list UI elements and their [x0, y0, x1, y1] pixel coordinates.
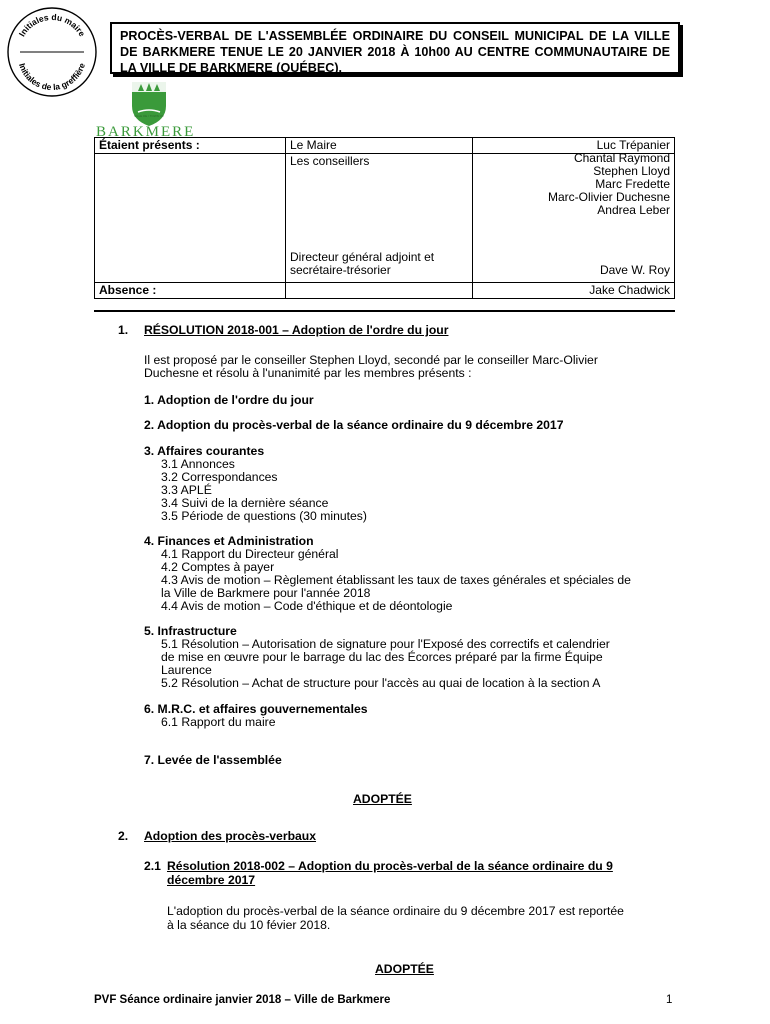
logo-name: BARKMERE [96, 124, 196, 138]
initials-stamp [6, 6, 98, 98]
section1-number: 1. [118, 323, 129, 337]
agenda-item: 2. Adoption du procès-verbal de la séance ordinaire du 9 décembre 2017 [144, 418, 564, 432]
section2-heading: Adoption des procès-verbaux [144, 829, 317, 843]
agenda-subitem: 3.2 Correspondances [161, 470, 278, 484]
subsection-heading-2: décembre 2017 [167, 873, 256, 887]
agenda-subitem: 4.1 Rapport du Directeur général [161, 547, 339, 561]
agenda-subitem: 3.3 APLÉ [161, 483, 212, 497]
attendance-table [94, 137, 675, 299]
councillor-name: Marc Fredette [595, 177, 670, 191]
absence-label: Absence : [95, 283, 286, 299]
present-label: Étaient présents : [95, 138, 286, 154]
agenda-item: 4. Finances et Administration [144, 534, 314, 548]
divider [94, 310, 675, 312]
councillor-name: Andrea Leber [597, 203, 670, 217]
table-row [95, 283, 675, 299]
councillor-name: Chantal Raymond [573, 151, 670, 165]
mayor-name: Luc Trépanier [596, 138, 670, 152]
subsection-heading-1: Résolution 2018-002 – Adoption du procès-verbal de la séance ordinaire du 9 [167, 859, 613, 873]
adopted-label: ADOPTÉE [375, 962, 434, 976]
agenda-subitem: 3.5 Période de questions (30 minutes) [161, 509, 367, 523]
agenda-subitem: Laurence [161, 663, 212, 677]
agenda-subitem: de mise en œuvre pour le barrage du lac des Écorces préparé par la firme Équipe [161, 650, 603, 664]
footer-text: PVF Séance ordinaire janvier 2018 – Ville de Barkmere [94, 994, 391, 1006]
agenda-subitem: 3.4 Suivi de la dernière séance [161, 496, 329, 510]
page-number: 1 [666, 994, 673, 1006]
agenda-subitem: 4.4 Avis de motion – Code d'éthique et de déontologie [161, 599, 453, 613]
svg-text:Initiales de la greffière [17, 62, 87, 93]
agenda-subitem: 4.2 Comptes à payer [161, 560, 275, 574]
intro-line-2: Duchesne et résolu à l'unanimité par les membres présents : [144, 366, 472, 380]
dg-label-2: secrétaire-trésorier [290, 263, 391, 277]
table-row [95, 154, 675, 283]
logo-small-text: VILLE DE / TOWN OF [134, 114, 164, 118]
dg-label-1: Directeur général adjoint et [290, 250, 435, 264]
section2-number: 2. [118, 829, 129, 843]
subsection-number: 2.1 [144, 859, 161, 873]
agenda-subitem: 6.1 Rapport du maire [161, 715, 276, 729]
councillor-name: Stephen Lloyd [593, 164, 670, 178]
agenda-item: 7. Levée de l'assemblée [144, 753, 282, 767]
section1-heading: RÉSOLUTION 2018-001 – Adoption de l'ordre du jour [144, 323, 449, 337]
stamp-top-text: Initiales du maire [16, 11, 88, 39]
mayor-label: Le Maire [286, 138, 473, 154]
agenda-item: 5. Infrastructure [144, 624, 237, 638]
barkmere-logo [94, 76, 214, 138]
agenda-subitem: 5.2 Résolution – Achat de structure pour l'accès au quai de location à la section A [161, 676, 601, 690]
councillor-name: Marc-Olivier Duchesne [547, 190, 670, 204]
stamp-bottom-text: Initiales de la greffière [17, 61, 87, 93]
subsection-text-2: à la séance du 10 févier 2018. [167, 918, 331, 932]
absent-name: Jake Chadwick [473, 283, 675, 299]
agenda-item: 6. M.R.C. et affaires gouvernementales [144, 702, 368, 716]
agenda-item: 1. Adoption de l'ordre du jour [144, 393, 314, 407]
subsection-text-1: L'adoption du procès-verbal de la séance ordinaire du 9 décembre 2017 est reportée [167, 904, 624, 918]
agenda-subitem: la Ville de Barkmere pour l'année 2018 [161, 586, 371, 600]
intro-line-1: Il est proposé par le conseiller Stephen Lloyd, secondé par le conseiller Marc-Olivier [144, 353, 598, 367]
councillors-label: Les conseillers [290, 154, 370, 168]
dg-name: Dave W. Roy [599, 263, 670, 277]
agenda-subitem: 3.1 Annonces [161, 457, 235, 471]
agenda-subitem: 5.1 Résolution – Autorisation de signature pour l'Exposé des correctifs et calendrier [161, 637, 610, 651]
adopted-label: ADOPTÉE [353, 792, 412, 806]
agenda-item: 3. Affaires courantes [144, 444, 265, 458]
agenda-subitem: 4.3 Avis de motion – Règlement établissant les taux de taxes générales et spéciales de [161, 573, 631, 587]
document-title: PROCÈS-VERBAL DE L'ASSEMBLÉE ORDINAIRE DU CONSEIL MUNICIPAL DE LA VILLE DE BARKMERE TENUE LE 20 JANVIER 2018 À 10h00 AU CENTRE COMMUNAUTAIRE DE LA VILLE DE BARKMERE (QUÉBEC). [110, 22, 680, 74]
